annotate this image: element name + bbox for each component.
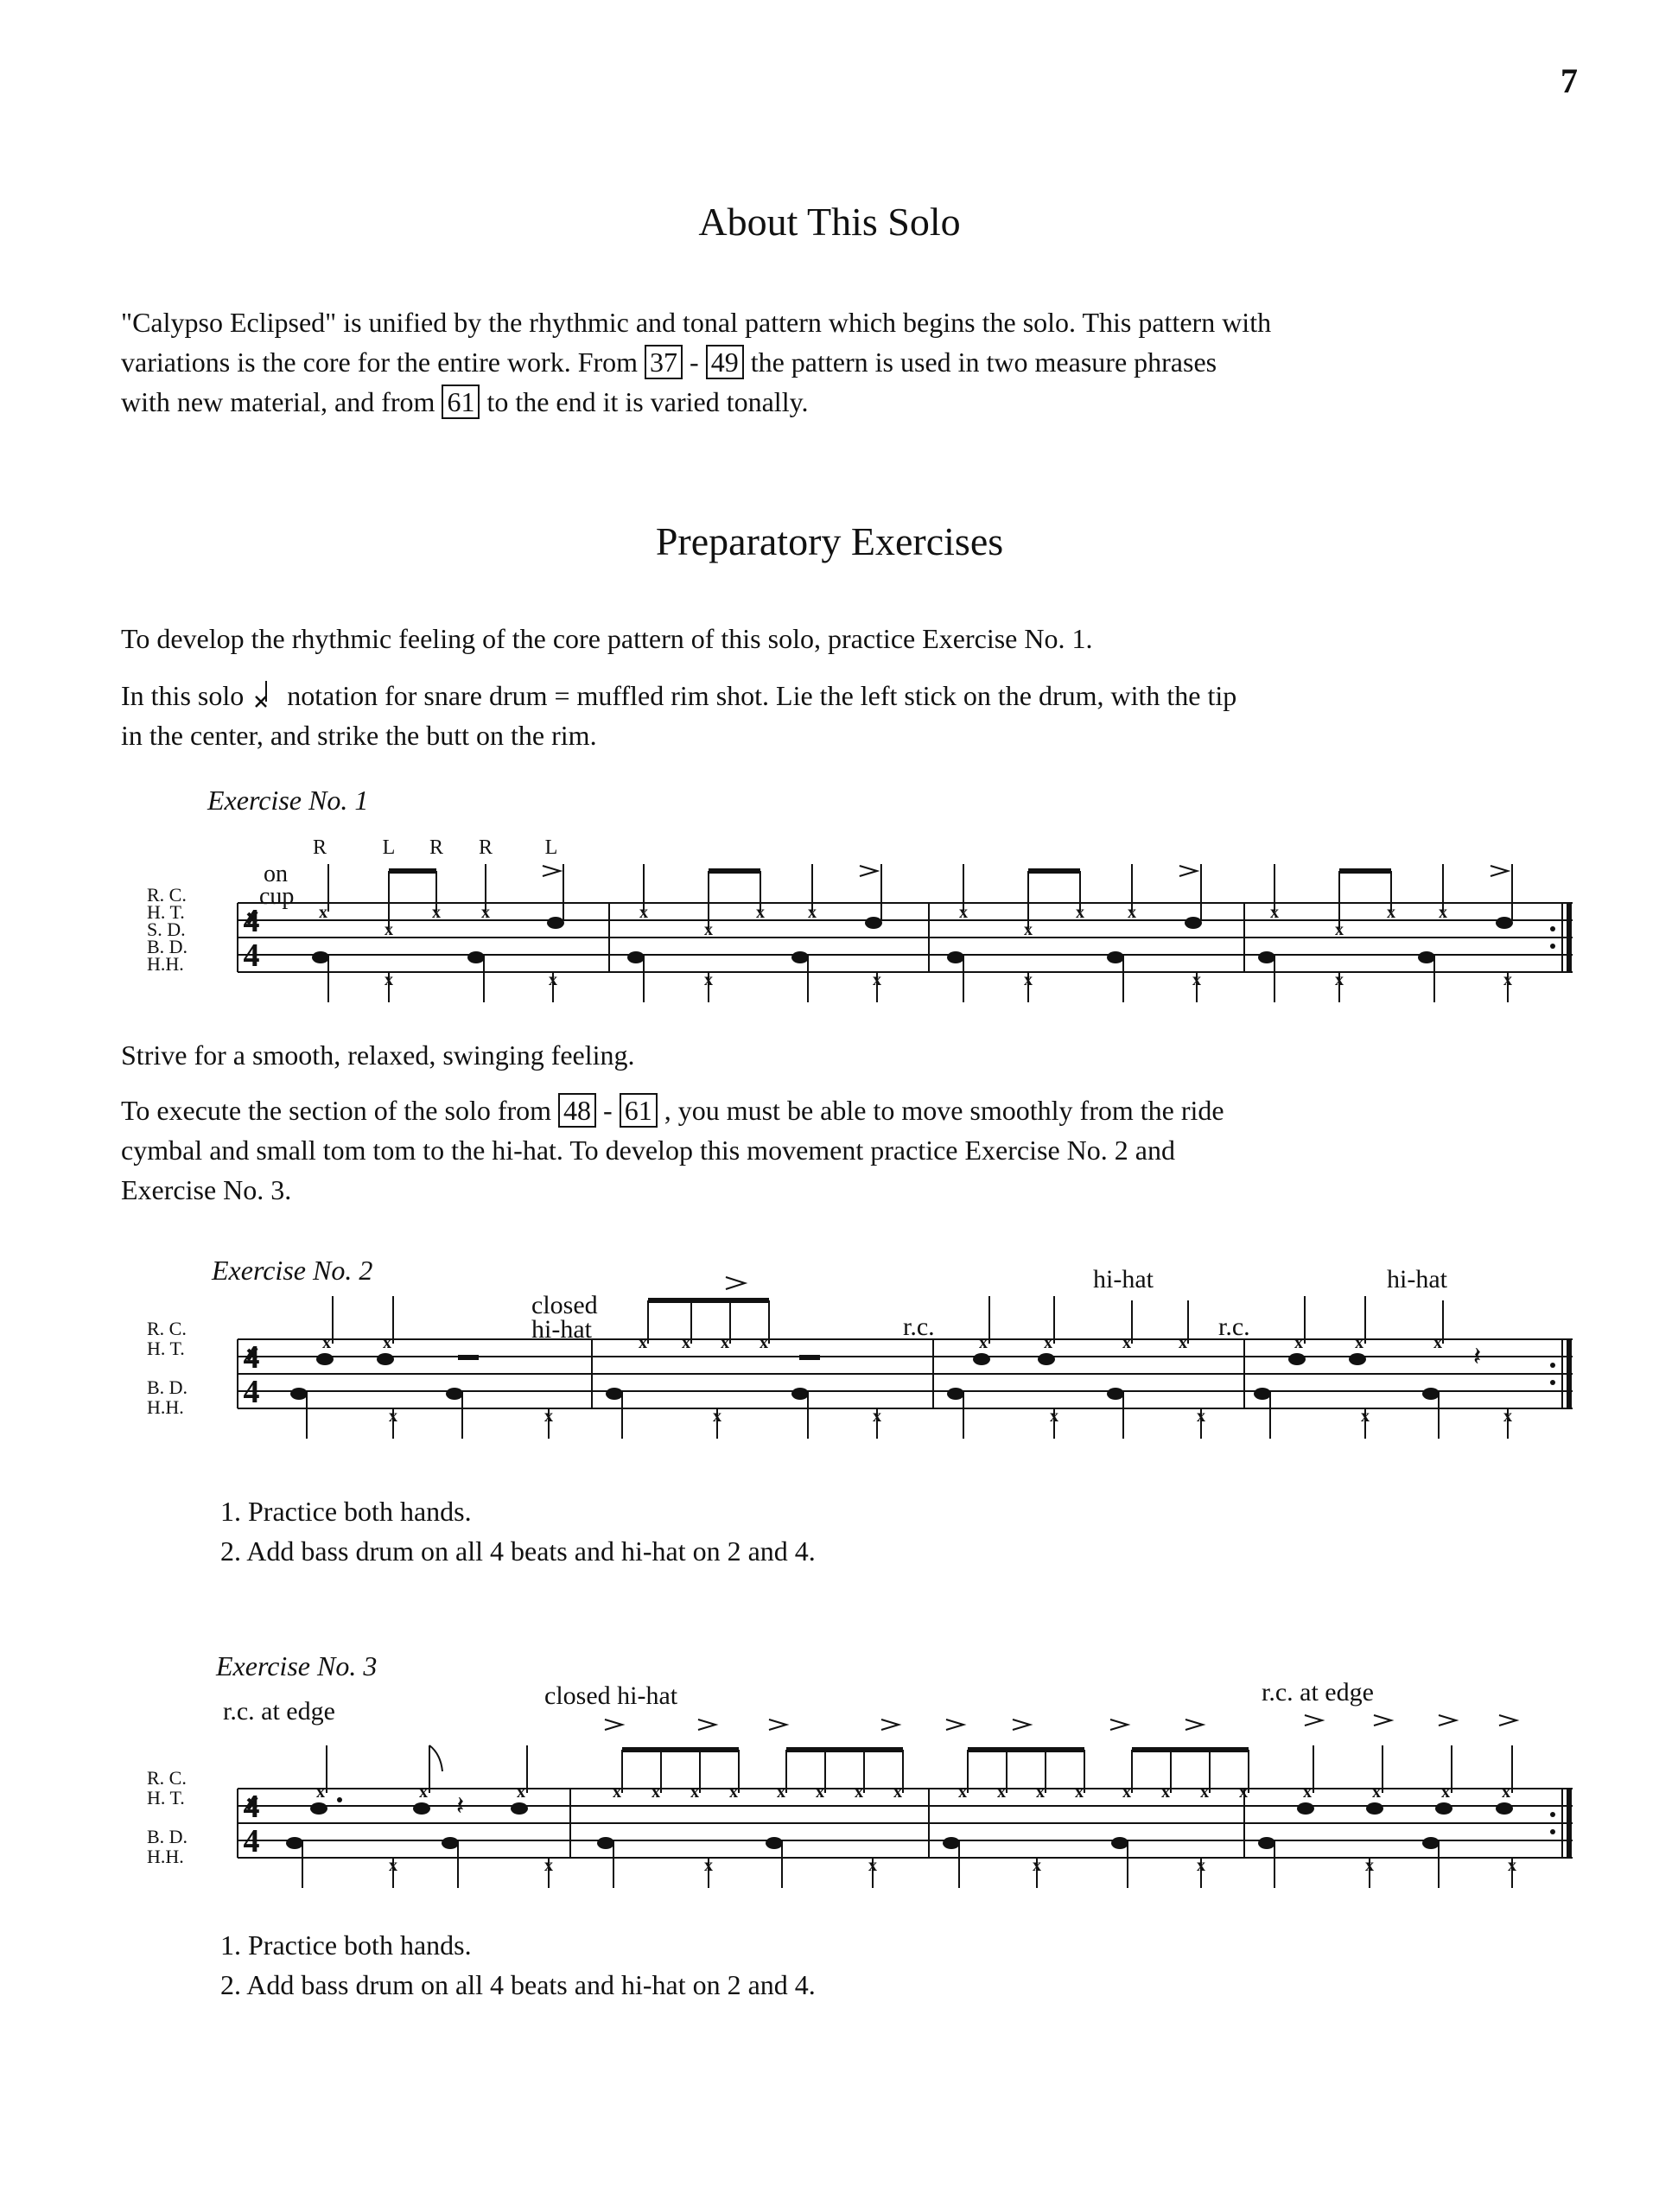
svg-text:x: x <box>1197 1407 1205 1426</box>
svg-text:x: x <box>808 903 817 922</box>
label-rc: r.c. <box>1218 1313 1250 1341</box>
svg-text:x: x <box>1075 1783 1084 1802</box>
svg-text:x: x <box>1128 903 1136 922</box>
svg-text:x: x <box>690 1783 699 1802</box>
instrument-label-sd: S. D. <box>147 918 186 940</box>
svg-text:x: x <box>1033 1856 1041 1875</box>
prep-paragraph-1: To develop the rhythmic feeling of the core pattern of this solo, practice Exercise No. 1. <box>121 623 1093 654</box>
measure-ref-61: 61 <box>620 1093 658 1128</box>
svg-text:x: x <box>639 903 648 922</box>
svg-text:x: x <box>544 1407 553 1426</box>
svg-text:x: x <box>704 1856 713 1875</box>
time-signature-top: 4 <box>243 1789 260 1825</box>
svg-text:x: x <box>322 1333 331 1352</box>
note-item: 2. Add bass drum on all 4 beats and hi-hat on 2 and 4. <box>220 1969 816 2000</box>
measure-ref-37: 37 <box>645 345 683 379</box>
svg-text:x: x <box>1161 1783 1170 1802</box>
label-cup: cup <box>259 883 295 910</box>
prep-p4a: To execute the section of the solo from <box>121 1095 552 1126</box>
svg-text:x: x <box>389 1856 397 1875</box>
svg-text:x: x <box>1200 1783 1209 1802</box>
svg-text:x: x <box>1335 920 1344 939</box>
about-heading: About This Solo <box>698 200 961 244</box>
time-signature-top: 4 <box>243 1339 260 1376</box>
exercise-2-notes <box>220 1491 816 1571</box>
quarter-rest: 𝄽 <box>1473 1343 1482 1371</box>
instrument-label-hh: H.H. <box>147 1396 184 1418</box>
time-signature-bottom: 4 <box>243 938 260 974</box>
svg-text:x: x <box>1502 1783 1510 1802</box>
quarter-rest: 𝄽 <box>456 1792 465 1821</box>
svg-text:x: x <box>319 903 327 922</box>
svg-text:x: x <box>1441 1783 1450 1802</box>
svg-text:x: x <box>385 920 393 939</box>
svg-text:x: x <box>1335 970 1344 989</box>
label-hihat-top: hi-hat <box>1387 1265 1447 1294</box>
instrument-label-ht: H. T. <box>147 1338 185 1359</box>
svg-text:x: x <box>613 1783 621 1802</box>
instrument-label-ht: H. T. <box>147 1787 185 1808</box>
svg-text:x: x <box>958 1783 967 1802</box>
svg-text:x: x <box>432 903 441 922</box>
exercise-3-notes <box>220 1925 816 2005</box>
svg-text:x: x <box>979 1333 988 1352</box>
instrument-label-hh: H.H. <box>147 953 184 975</box>
svg-text:x: x <box>777 1783 785 1802</box>
sticking-l: L <box>382 836 396 859</box>
label-rc: r.c. <box>903 1313 935 1341</box>
note-item: 2. Add bass drum on all 4 beats and hi-hat on 2 and 4. <box>220 1535 816 1567</box>
label-hihat-top: hi-hat <box>1093 1265 1154 1294</box>
exercise-1-staff <box>0 821 1659 1028</box>
about-line-2b: the pattern is used in two measure phrases <box>750 346 1217 378</box>
prep-p2c: in the center, and strike the butt on the rim. <box>121 720 597 751</box>
svg-text:x: x <box>383 1333 391 1352</box>
svg-text:x: x <box>419 1783 428 1802</box>
svg-text:x: x <box>639 1333 647 1352</box>
prep-p4b: , you must be able to move smoothly from the ride <box>664 1095 1224 1126</box>
svg-text:x: x <box>997 1783 1006 1802</box>
svg-text:x: x <box>1361 1407 1370 1426</box>
instrument-label-hh: H.H. <box>147 1846 184 1867</box>
rim-shot-note-icon <box>251 679 280 710</box>
sticking-r: R <box>312 836 327 859</box>
svg-text:x: x <box>682 1333 690 1352</box>
svg-text:x: x <box>729 1783 738 1802</box>
svg-text:x: x <box>868 1856 877 1875</box>
note-item: 1. Practice both hands. <box>220 1496 472 1527</box>
svg-text:x: x <box>873 970 881 989</box>
exercise-3-staff <box>0 1676 1659 1892</box>
page-number: 7 <box>1560 61 1578 100</box>
about-line-2a: variations is the core for the entire work. From <box>121 346 639 378</box>
ref-dash: - <box>690 346 699 378</box>
instrument-label-bd: B. D. <box>147 1826 188 1847</box>
prep-p4d: Exercise No. 3. <box>121 1174 292 1205</box>
svg-text:x: x <box>1197 1856 1205 1875</box>
svg-text:x: x <box>1439 903 1447 922</box>
svg-text:x: x <box>1122 1333 1131 1352</box>
svg-text:x: x <box>1050 1407 1058 1426</box>
label-rc-at-edge: r.c. at edge <box>1262 1678 1374 1707</box>
about-line-1: "Calypso Eclipsed" is unified by the rhythmic and tonal pattern which begins the solo. This pattern with <box>121 307 1272 338</box>
time-signature-bottom: 4 <box>243 1374 260 1410</box>
about-paragraph <box>121 302 1573 422</box>
svg-text:x: x <box>652 1783 660 1802</box>
note-item: 1. Practice both hands. <box>220 1929 472 1961</box>
label-closed: closed <box>531 1291 598 1319</box>
svg-text:x: x <box>1433 1333 1442 1352</box>
instrument-label-ht: H. T. <box>147 901 185 923</box>
svg-text:x: x <box>481 903 490 922</box>
svg-text:x: x <box>1192 970 1201 989</box>
instrument-label-rc: R. C. <box>147 884 187 906</box>
svg-text:x: x <box>1036 1783 1045 1802</box>
instrument-label-bd: B. D. <box>147 1376 188 1398</box>
exercise-3-title: Exercise No. 3 <box>216 1650 378 1681</box>
label-rc-at-edge: r.c. at edge <box>223 1697 335 1726</box>
measure-ref-61: 61 <box>442 385 480 419</box>
strive-text: Strive for a smooth, relaxed, swinging feeling. <box>121 1039 635 1071</box>
exercise-2-title: Exercise No. 2 <box>212 1255 373 1286</box>
label-hihat: hi-hat <box>531 1315 592 1344</box>
measure-ref-48: 48 <box>558 1093 596 1128</box>
svg-text:x: x <box>1270 903 1279 922</box>
svg-text:x: x <box>893 1783 902 1802</box>
time-signature-bottom: 4 <box>243 1823 260 1859</box>
svg-text:x: x <box>1024 970 1033 989</box>
svg-text:x: x <box>873 1407 881 1426</box>
ref-dash: - <box>603 1095 613 1126</box>
svg-text:x: x <box>1024 920 1033 939</box>
svg-text:x: x <box>756 903 765 922</box>
about-line-3a: with new material, and from <box>121 386 435 417</box>
svg-text:x: x <box>1179 1333 1187 1352</box>
prep-p4c: cymbal and small tom tom to the hi-hat. To develop this movement practice Exercise No. 2 and <box>121 1135 1175 1166</box>
svg-text:x: x <box>389 1407 397 1426</box>
svg-text:x: x <box>1508 1856 1516 1875</box>
label-on: on <box>264 861 288 887</box>
instrument-label-rc: R. C. <box>147 1318 187 1339</box>
svg-text:x: x <box>704 970 713 989</box>
svg-text:x: x <box>1076 903 1084 922</box>
prep-heading: Preparatory Exercises <box>655 519 1004 563</box>
svg-text:x: x <box>1503 1407 1512 1426</box>
svg-text:x: x <box>544 1856 553 1875</box>
sticking-r: R <box>429 836 444 859</box>
svg-text:x: x <box>1503 970 1512 989</box>
svg-text:x: x <box>1239 1783 1248 1802</box>
svg-text:x: x <box>713 1407 721 1426</box>
instrument-label-bd: B. D. <box>147 936 188 957</box>
svg-text:x: x <box>704 920 713 939</box>
measure-ref-49: 49 <box>706 345 744 379</box>
time-signature-top: 4 <box>243 903 260 939</box>
prep-paragraph-2 <box>121 676 1573 755</box>
svg-text:x: x <box>1387 903 1395 922</box>
exercise-2-staff <box>0 1262 1659 1469</box>
svg-text:x: x <box>1122 1783 1131 1802</box>
label-closed-hihat: closed hi-hat <box>544 1681 678 1710</box>
prep-paragraph-4 <box>121 1090 1573 1210</box>
svg-text:x: x <box>1044 1333 1052 1352</box>
svg-text:x: x <box>816 1783 824 1802</box>
svg-text:x: x <box>1303 1783 1312 1802</box>
prep-p2a: In this solo <box>121 680 245 711</box>
prep-p2b: notation for snare drum = muffled rim shot. Lie the left stick on the drum, with the tip <box>287 680 1237 711</box>
svg-text:x: x <box>855 1783 863 1802</box>
sticking-l: L <box>544 836 558 859</box>
sticking-r: R <box>478 836 493 859</box>
svg-text:x: x <box>1365 1856 1374 1875</box>
svg-text:x: x <box>517 1783 525 1802</box>
svg-text:x: x <box>959 903 968 922</box>
svg-text:x: x <box>316 1783 325 1802</box>
exercise-1-title: Exercise No. 1 <box>207 785 369 816</box>
svg-text:x: x <box>385 970 393 989</box>
about-line-3b: to the end it is varied tonally. <box>486 386 809 417</box>
instrument-label-rc: R. C. <box>147 1767 187 1789</box>
svg-text:x: x <box>1372 1783 1381 1802</box>
svg-text:x: x <box>721 1333 729 1352</box>
svg-text:x: x <box>1355 1333 1363 1352</box>
svg-text:x: x <box>1294 1333 1303 1352</box>
svg-text:x: x <box>760 1333 768 1352</box>
svg-text:x: x <box>549 970 557 989</box>
